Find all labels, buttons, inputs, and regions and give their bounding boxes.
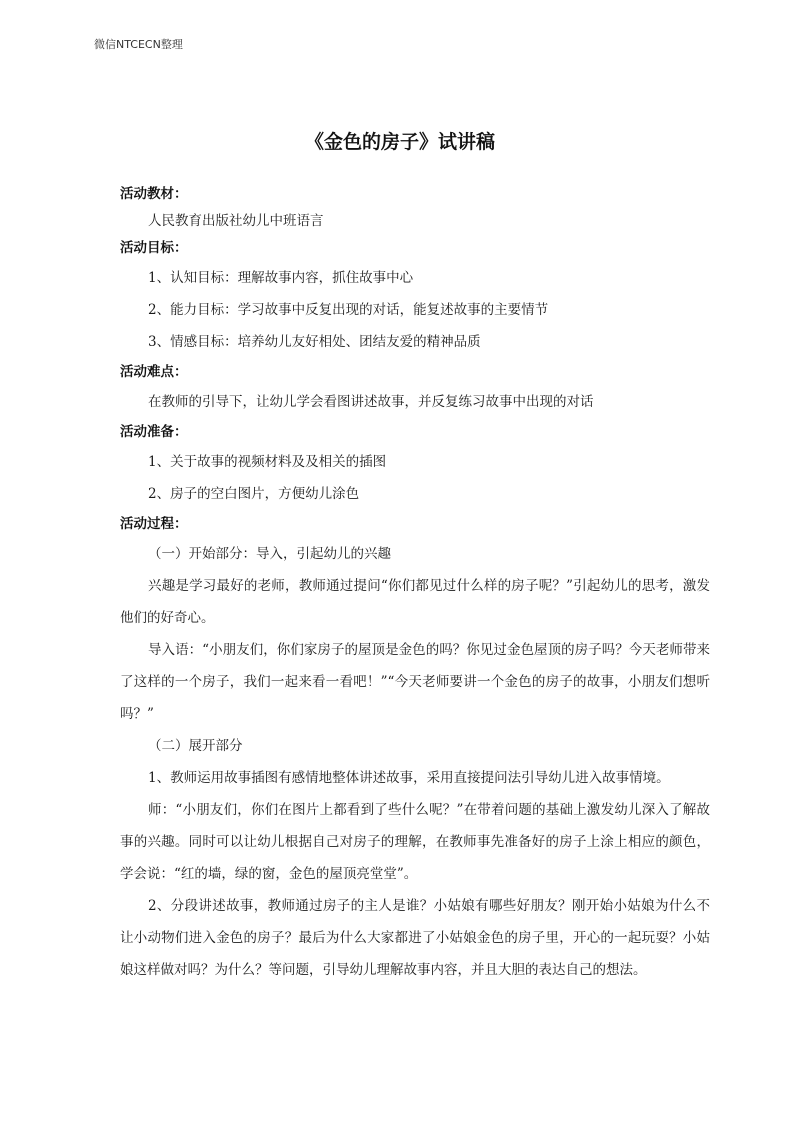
- process-part2-title: （二）展开部分: [148, 738, 243, 754]
- goal-line-2: 2、能力目标：学习故事中反复出现的对话，能复述故事的主要情节: [148, 302, 549, 318]
- goal-line-1: 1、认知目标：理解故事内容，抓住故事中心: [148, 270, 414, 286]
- process-part1-para-2: 导入语：“小朋友们，你们家房子的屋顶是金色的吗？你见过金色屋顶的房子吗？今天老师带来了这样的一个房子，我们一起来看一看吧！”“今天老师要讲一个金色的房子的故事，小朋友们想听吗？”: [120, 642, 710, 722]
- document-body: [120, 180, 710, 986]
- difficulty-line: 在教师的引导下，让幼儿学会看图讲述故事，并反复练习故事中出现的对话: [148, 394, 594, 410]
- document-title: 《金色的房子》试讲稿: [304, 131, 495, 153]
- section-heading-process: 活动过程：: [120, 516, 188, 532]
- process-part1-title: （一）开始部分：导入，引起幼儿的兴趣: [148, 546, 391, 562]
- preparation-line-1: 1、关于故事的视频材料及及相关的插图: [148, 454, 387, 470]
- goal-line-3: 3、情感目标：培养幼儿友好相处、团结友爱的精神品质: [148, 334, 481, 350]
- process-part2-para-1: 1、教师运用故事插图有感情地整体讲述故事，采用直接提问法引导幼儿进入故事情境。: [148, 770, 670, 786]
- section-heading-goals: 活动目标：: [120, 240, 188, 256]
- section-heading-material: 活动教材：: [120, 186, 188, 202]
- process-part1-para-1: 兴趣是学习最好的老师，教师通过提问“你们都见过什么样的房子呢？”引起幼儿的思考，激发他们的好奇心。: [120, 578, 710, 626]
- process-part2-para-3: 2、分段讲述故事，教师通过房子的主人是谁？小姑娘有哪些好朋友？刚开始小姑娘为什么不让小动物们进入金色的房子？最后为什么大家都进了小姑娘金色的房子里，开心的一起玩耍？小姑娘这样做对吗？为什么？等问题，引导幼儿理解故事内容，并且大胆的表达自己的想法。: [120, 898, 710, 978]
- section-heading-difficulty: 活动难点：: [120, 364, 188, 380]
- material-line: 人民教育出版社幼儿中班语言: [148, 213, 324, 229]
- header-note: 微信NTCECN整理: [94, 38, 183, 51]
- preparation-line-2: 2、房子的空白图片，方便幼儿涂色: [148, 486, 360, 502]
- process-part2-para-2: 师：“小朋友们，你们在图片上都看到了些什么呢？”在带着问题的基础上激发幼儿深入了解故事的兴趣。同时可以让幼儿根据自己对房子的理解，在教师事先准备好的房子上涂上相应的颜色，学会说：“红的墙，绿的窗，金色的屋顶亮堂堂”。: [120, 802, 710, 882]
- section-heading-preparation: 活动准备：: [120, 424, 188, 440]
